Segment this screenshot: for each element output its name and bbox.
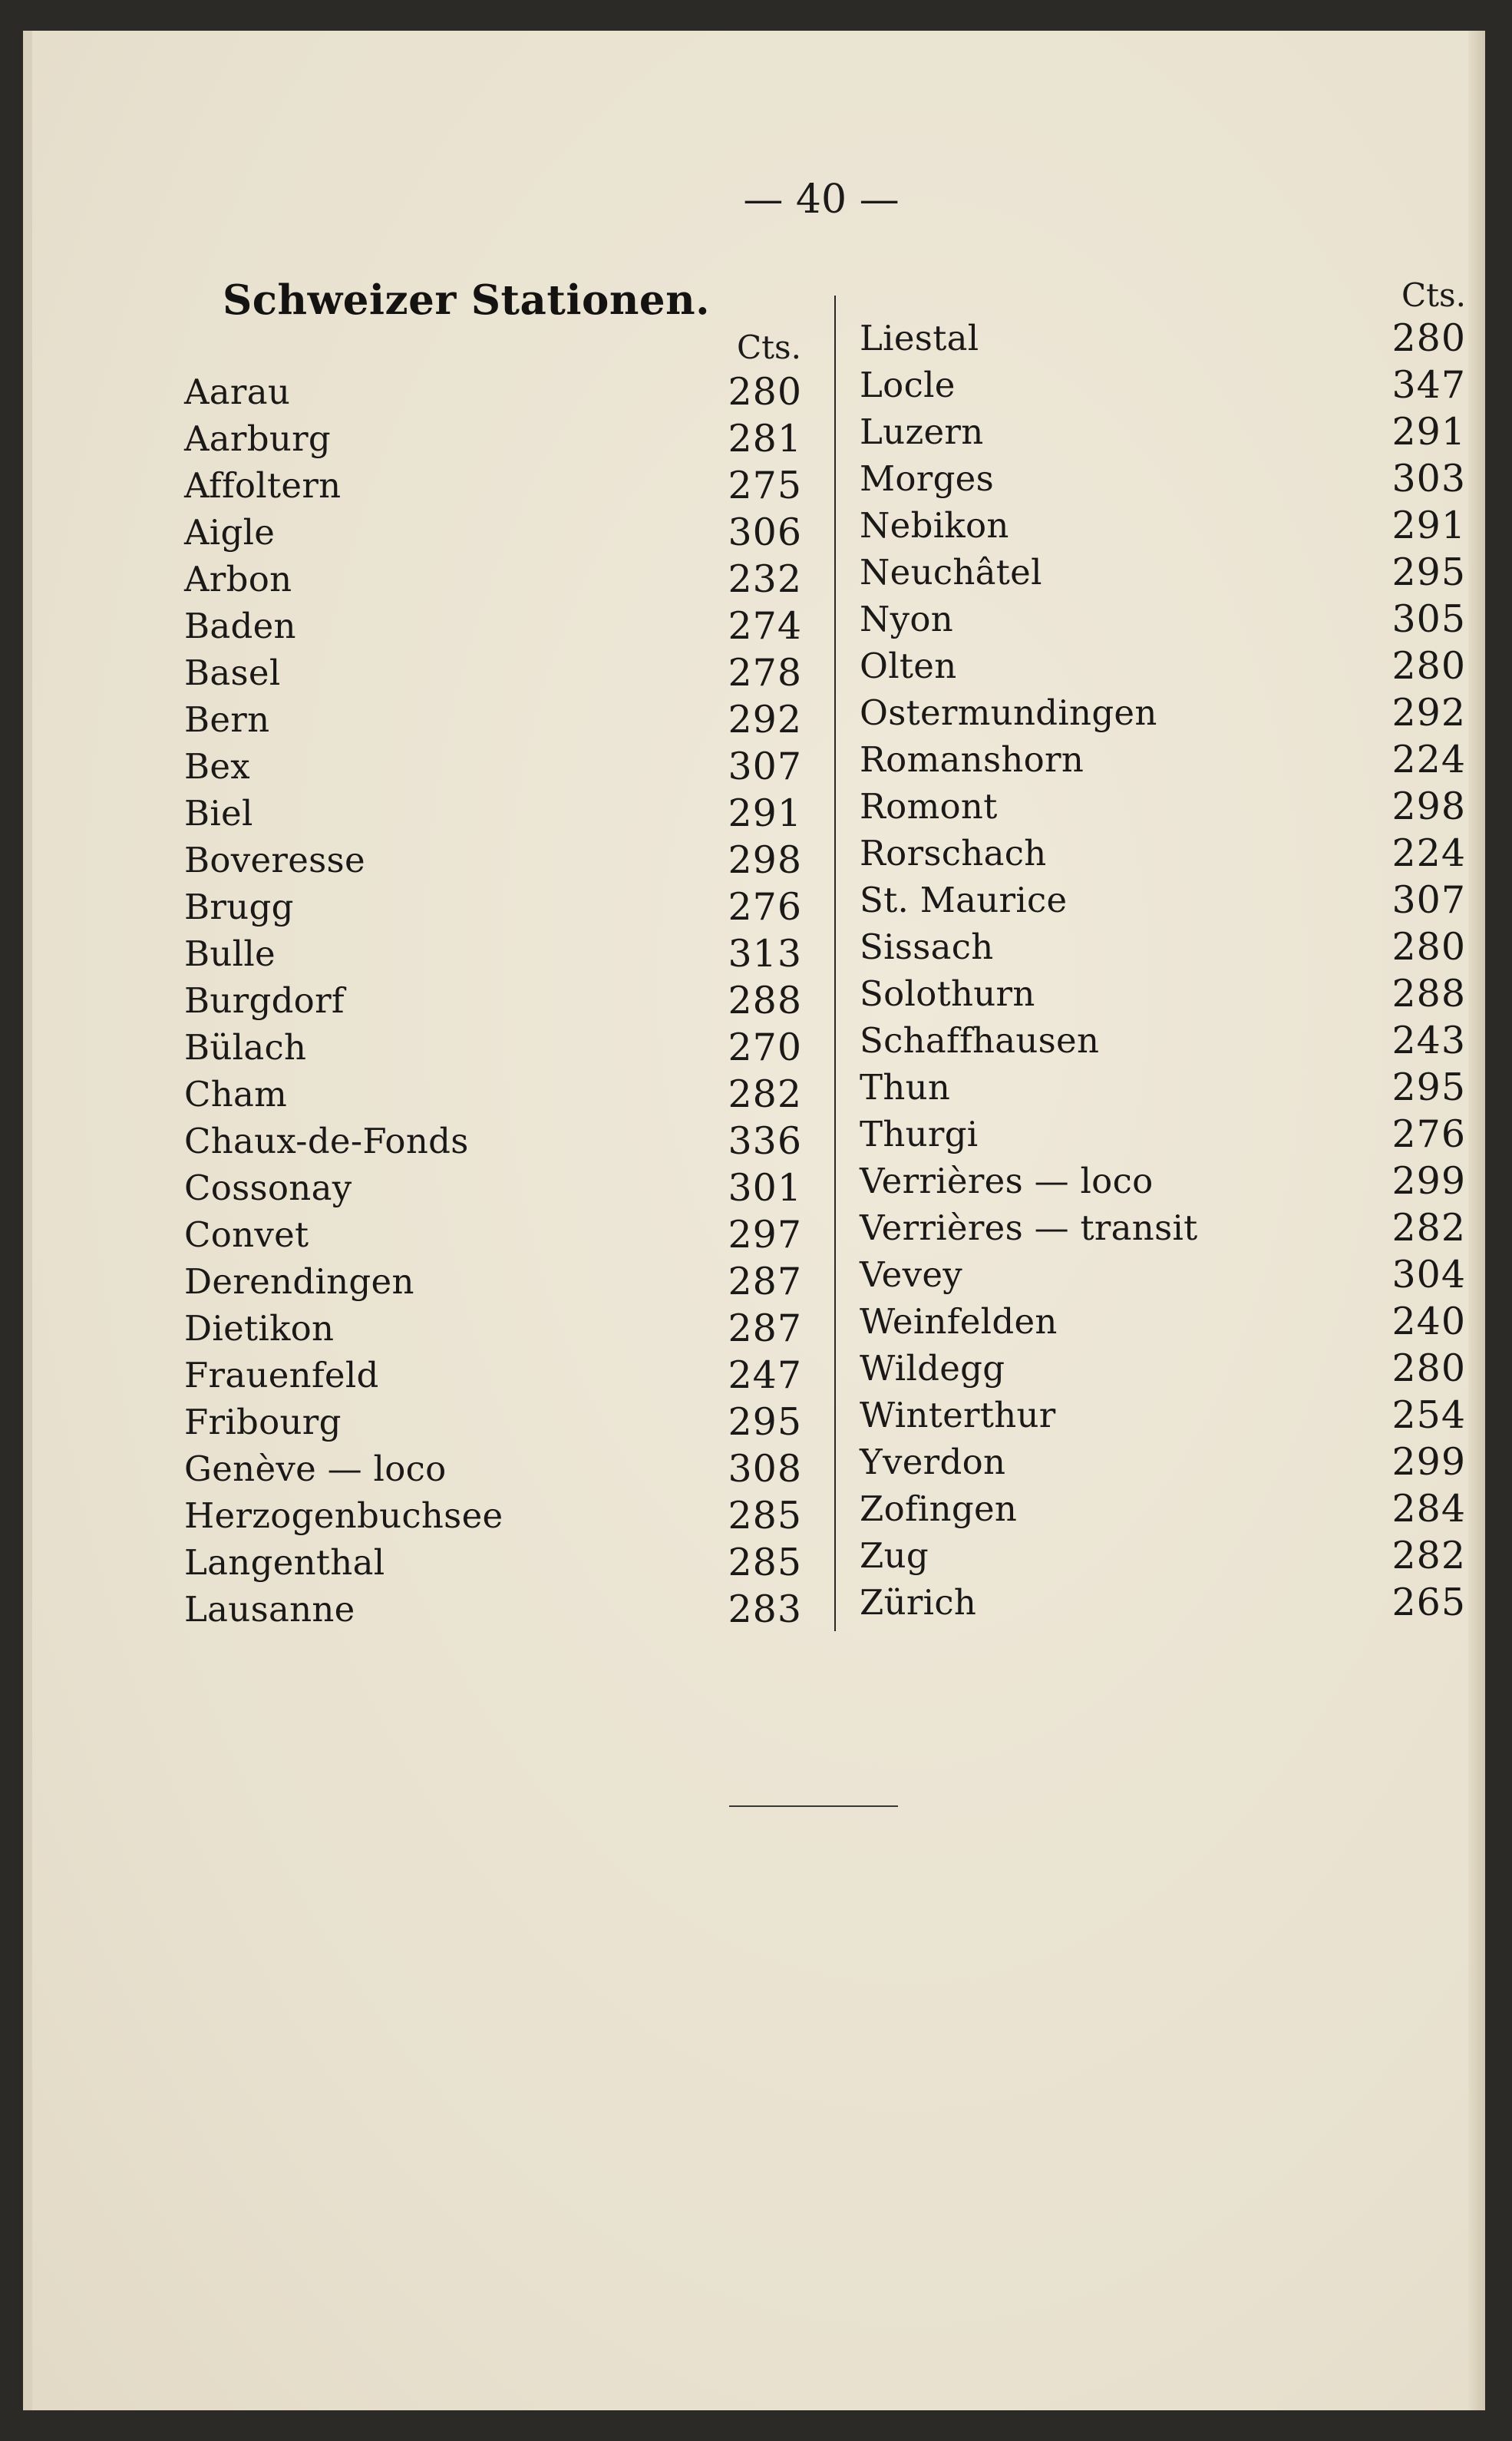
station-row <box>184 977 802 1024</box>
page-number: — 40 — <box>743 177 900 223</box>
station-row <box>860 1439 1466 1485</box>
station-row <box>184 1305 802 1352</box>
station-price: 299 <box>1392 1440 1466 1484</box>
station-name: Affoltern <box>184 465 342 506</box>
station-price: 284 <box>1392 1487 1466 1531</box>
station-price: 280 <box>1392 1346 1466 1390</box>
station-name: Wildegg <box>860 1348 1005 1389</box>
station-name: Romanshorn <box>860 739 1084 780</box>
station-price: 274 <box>728 604 802 648</box>
station-price: 243 <box>1392 1019 1466 1062</box>
station-row <box>184 1024 802 1071</box>
station-price: 280 <box>1392 925 1466 969</box>
footer-rule <box>729 1805 898 1807</box>
page-edge <box>1468 31 1485 2410</box>
station-row <box>860 877 1466 923</box>
station-row <box>184 743 802 790</box>
station-row <box>184 556 802 603</box>
station-row <box>860 362 1466 408</box>
station-price: 299 <box>1392 1159 1466 1203</box>
station-price: 288 <box>728 979 802 1022</box>
station-name: Aarau <box>184 372 291 412</box>
station-name: Liestal <box>860 318 979 358</box>
station-row <box>860 1111 1466 1158</box>
station-price: 298 <box>728 838 802 882</box>
station-name: Vevey <box>860 1254 962 1295</box>
section-title: Schweizer Stationen. <box>223 276 711 324</box>
station-name: Nyon <box>860 599 954 639</box>
station-name: Aigle <box>184 512 276 553</box>
station-row <box>184 837 802 884</box>
station-row <box>860 1485 1466 1532</box>
station-price: 282 <box>1392 1534 1466 1577</box>
station-row <box>184 415 802 462</box>
station-name: Convet <box>184 1214 309 1255</box>
station-price: 298 <box>1392 784 1466 828</box>
station-row <box>860 408 1466 455</box>
station-price: 270 <box>728 1026 802 1069</box>
station-price: 281 <box>728 417 802 461</box>
station-row <box>184 509 802 556</box>
station-price: 347 <box>1392 363 1466 407</box>
station-row <box>184 368 802 415</box>
station-row <box>184 1539 802 1586</box>
station-name: Zug <box>860 1535 929 1576</box>
station-name: Cham <box>184 1074 288 1115</box>
station-name: Romont <box>860 786 998 827</box>
station-price: 275 <box>728 464 802 507</box>
station-price: 247 <box>728 1353 802 1397</box>
station-name: Genève — loco <box>184 1448 447 1489</box>
station-name: St. Maurice <box>860 880 1068 920</box>
station-price: 303 <box>1392 457 1466 500</box>
station-row <box>860 455 1466 502</box>
station-name: Bex <box>184 746 250 787</box>
station-name: Morges <box>860 458 995 499</box>
station-row <box>860 642 1466 689</box>
station-row <box>860 1345 1466 1392</box>
station-price: 240 <box>1392 1300 1466 1343</box>
station-row <box>184 1258 802 1305</box>
station-price: 232 <box>728 557 802 601</box>
station-name: Frauenfeld <box>184 1355 379 1396</box>
station-name: Zofingen <box>860 1488 1018 1529</box>
station-row <box>184 1118 802 1164</box>
station-row <box>860 1204 1466 1251</box>
station-name: Brugg <box>184 887 294 927</box>
station-price: 307 <box>1392 878 1466 922</box>
station-price: 291 <box>728 791 802 835</box>
station-price: 276 <box>728 885 802 929</box>
station-row <box>860 549 1466 596</box>
unit-label-left: Cts. <box>737 329 801 366</box>
station-price: 295 <box>1392 1065 1466 1109</box>
station-row <box>860 689 1466 736</box>
station-name: Derendingen <box>184 1261 414 1302</box>
station-row <box>860 736 1466 783</box>
station-price: 291 <box>1392 504 1466 547</box>
station-list-left <box>184 368 802 1633</box>
station-name: Ostermundingen <box>860 692 1157 733</box>
station-price: 291 <box>1392 410 1466 454</box>
station-price: 297 <box>728 1213 802 1257</box>
station-price: 285 <box>728 1541 802 1584</box>
station-name: Boveresse <box>184 840 365 880</box>
station-name: Luzern <box>860 411 984 452</box>
station-name: Arbon <box>184 559 292 600</box>
station-name: Herzogenbuchsee <box>184 1495 503 1536</box>
station-name: Lausanne <box>184 1589 355 1630</box>
station-price: 304 <box>1392 1253 1466 1296</box>
station-price: 307 <box>728 745 802 788</box>
station-price: 283 <box>728 1587 802 1631</box>
station-name: Aarburg <box>184 418 332 459</box>
station-name: Verrières — transit <box>860 1207 1198 1248</box>
station-row <box>860 1532 1466 1579</box>
station-price: 292 <box>728 698 802 742</box>
station-price: 285 <box>728 1494 802 1538</box>
station-name: Winterthur <box>860 1395 1056 1435</box>
station-name: Basel <box>184 652 281 693</box>
station-name: Langenthal <box>184 1542 385 1583</box>
unit-label-right: Cts. <box>1401 276 1466 314</box>
station-name: Bülach <box>184 1027 307 1068</box>
station-row <box>860 830 1466 877</box>
station-price: 280 <box>728 370 802 414</box>
station-price: 287 <box>728 1306 802 1350</box>
station-name: Baden <box>184 606 296 646</box>
station-name: Bern <box>184 699 270 740</box>
station-price: 305 <box>1392 597 1466 641</box>
station-price: 276 <box>1392 1112 1466 1156</box>
station-price: 265 <box>1392 1581 1466 1624</box>
station-row <box>860 1064 1466 1111</box>
station-name: Dietikon <box>184 1308 335 1349</box>
station-price: 295 <box>1392 550 1466 594</box>
station-row <box>184 649 802 696</box>
station-name: Cossonay <box>184 1168 352 1208</box>
station-price: 292 <box>1392 691 1466 735</box>
station-row <box>860 1158 1466 1204</box>
station-row <box>860 1579 1466 1626</box>
station-price: 254 <box>1392 1393 1466 1437</box>
station-price: 336 <box>728 1119 802 1163</box>
station-name: Weinfelden <box>860 1301 1058 1342</box>
station-row <box>184 696 802 743</box>
station-name: Locle <box>860 365 956 405</box>
column-divider <box>834 296 836 1631</box>
station-row <box>860 1298 1466 1345</box>
station-row <box>184 1211 802 1258</box>
station-name: Bulle <box>184 933 276 974</box>
station-row <box>184 790 802 837</box>
station-row <box>184 603 802 649</box>
station-price: 288 <box>1392 972 1466 1016</box>
station-row <box>184 1492 802 1539</box>
station-price: 295 <box>728 1400 802 1444</box>
station-price: 280 <box>1392 644 1466 688</box>
station-row <box>184 1164 802 1211</box>
station-row <box>860 1017 1466 1064</box>
station-row <box>184 1586 802 1633</box>
station-price: 224 <box>1392 831 1466 875</box>
station-name: Nebikon <box>860 505 1009 546</box>
station-price: 224 <box>1392 738 1466 781</box>
station-price: 301 <box>728 1166 802 1210</box>
station-name: Schaffhausen <box>860 1020 1100 1061</box>
station-row <box>184 462 802 509</box>
station-name: Burgdorf <box>184 980 345 1021</box>
station-name: Chaux-de-Fonds <box>184 1121 469 1161</box>
station-row <box>184 1445 802 1492</box>
station-row <box>860 783 1466 830</box>
station-price: 282 <box>1392 1206 1466 1250</box>
station-price: 306 <box>728 510 802 554</box>
station-price: 280 <box>1392 316 1466 360</box>
station-row <box>860 970 1466 1017</box>
station-price: 308 <box>728 1447 802 1491</box>
station-price: 278 <box>728 651 802 695</box>
station-row <box>860 1251 1466 1298</box>
station-row <box>860 923 1466 970</box>
station-name: Fribourg <box>184 1402 342 1442</box>
station-row <box>860 502 1466 549</box>
station-name: Olten <box>860 646 957 686</box>
station-row <box>860 596 1466 642</box>
station-name: Thurgi <box>860 1114 979 1154</box>
station-row <box>184 1071 802 1118</box>
station-price: 282 <box>728 1072 802 1116</box>
station-name: Verrières — loco <box>860 1161 1154 1201</box>
station-name: Biel <box>184 793 253 834</box>
station-row <box>184 1399 802 1445</box>
station-price: 287 <box>728 1260 802 1303</box>
station-row <box>184 884 802 930</box>
station-name: Solothurn <box>860 973 1035 1014</box>
station-row <box>184 930 802 977</box>
station-name: Yverdon <box>860 1442 1006 1482</box>
station-list-right <box>860 315 1466 1626</box>
station-row <box>860 1392 1466 1439</box>
station-name: Rorschach <box>860 833 1047 874</box>
station-price: 313 <box>728 932 802 976</box>
station-name: Zürich <box>860 1582 977 1623</box>
station-name: Sissach <box>860 927 994 967</box>
station-name: Neuchâtel <box>860 552 1042 593</box>
station-row <box>860 315 1466 362</box>
station-name: Thun <box>860 1067 951 1108</box>
station-row <box>184 1352 802 1399</box>
